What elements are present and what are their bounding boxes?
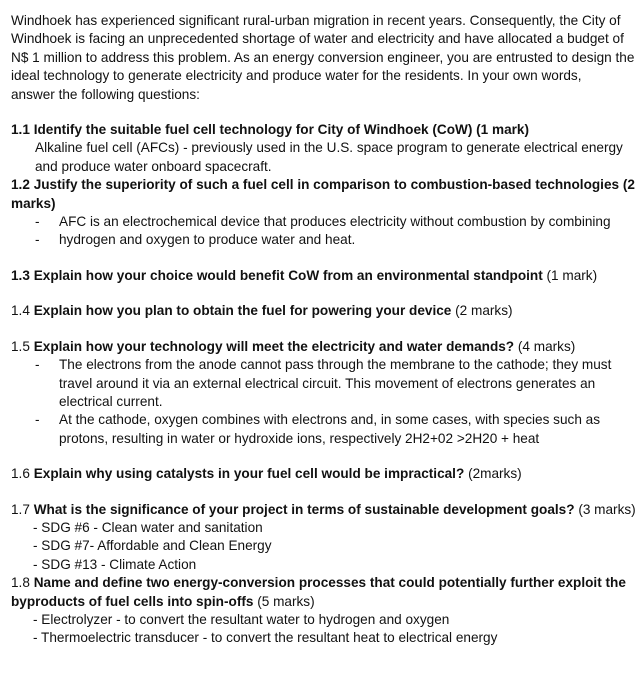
question-1-3 bbox=[11, 267, 637, 285]
question-1-1-text: Identify the suitable fuel cell technology for City of Windhoek (CoW) (1 mark) bbox=[33, 122, 530, 138]
question-1-5 bbox=[11, 338, 637, 356]
document-page bbox=[11, 12, 637, 648]
instruction-line: answer the following questions: bbox=[11, 86, 200, 102]
question-1-7-number: 1.7 bbox=[11, 501, 30, 517]
answer-1-7-item: - SDG #6 - Clean water and sanitation bbox=[33, 519, 263, 535]
question-1-6-marks: (2marks) bbox=[468, 466, 522, 482]
question-1-4 bbox=[11, 302, 637, 320]
answer-1-2-item: - hydrogen and oxygen to produce water and heat. bbox=[35, 232, 356, 248]
question-1-1-number: 1.1 bbox=[11, 122, 30, 138]
question-1-7-text: What is the significance of your project in terms of sustainable development goals? bbox=[33, 501, 575, 517]
question-1-4-number: 1.4 bbox=[11, 303, 30, 319]
answer-1-2-item: - AFC is an electrochemical device that produces electricity without combustion by combining bbox=[35, 214, 611, 230]
question-1-6-text: Explain why using catalysts in your fuel cell would be impractical? bbox=[33, 466, 465, 482]
question-1-6 bbox=[11, 465, 637, 483]
intro-paragraph: Windhoek has experienced significant rural-urban migration in recent years. Consequently, the City of Windhoek is facing an unprecedented shortage of water and electricity and have allocated a budget of N$ 1 million to address this problem. As an energy conversion engineer, you are entrusted to design the ideal technology to generate electricity and produce water for the residents. In your own words, bbox=[11, 13, 635, 84]
question-1-2-text: Justify the superiority of such a fuel cell in comparison to combustion-based technologies (2 marks) bbox=[11, 177, 635, 211]
question-1-8 bbox=[11, 574, 637, 611]
question-1-3-marks: (1 mark) bbox=[546, 267, 598, 283]
question-1-5-text: Explain how your technology will meet the electricity and water demands? bbox=[33, 338, 515, 354]
answer-1-7-item: - SDG #13 - Climate Action bbox=[33, 556, 197, 572]
question-1-2-number: 1.2 bbox=[11, 177, 30, 193]
answer-1-5-item: - At the cathode, oxygen combines with electrons and, in some cases, with species such as protons, resulting in water or hydroxide ions, respectively 2H2+02 >2H20 + heat bbox=[35, 412, 601, 446]
question-1-2 bbox=[11, 176, 637, 213]
question-1-8-text: Name and define two energy-conversion processes that could potentially further exploit the byproducts of fuel cells into spin-offs bbox=[11, 575, 626, 609]
question-1-1 bbox=[11, 121, 637, 139]
question-1-7-marks: (3 marks) bbox=[578, 501, 636, 517]
question-1-3-text: Explain how your choice would benefit CoW from an environmental standpoint bbox=[33, 267, 543, 283]
question-1-4-marks: (2 marks) bbox=[455, 303, 513, 319]
answer-1-5-item: - The electrons from the anode cannot pass through the membrane to the cathode; they must travel around it via an external electrical circuit. This movement of electrons generates an electrical current. bbox=[35, 357, 612, 409]
answer-1-8-item: - Thermoelectric transducer - to convert the resultant heat to electrical energy bbox=[33, 630, 498, 646]
question-1-5-marks: (4 marks) bbox=[517, 338, 576, 354]
question-1-5-number: 1.5 bbox=[11, 338, 30, 354]
question-1-6-number: 1.6 bbox=[11, 466, 30, 482]
question-1-3-number: 1.3 bbox=[11, 267, 30, 283]
answer-1-7-item: - SDG #7- Affordable and Clean Energy bbox=[33, 538, 272, 554]
answer-1-1: Alkaline fuel cell (AFCs) - previously used in the U.S. space program to generate electrical energy and produce water onboard spacecraft. bbox=[35, 140, 623, 174]
question-1-8-number: 1.8 bbox=[11, 575, 30, 591]
answer-1-8-item: - Electrolyzer - to convert the resultant water to hydrogen and oxygen bbox=[33, 611, 450, 627]
question-1-7 bbox=[11, 501, 637, 519]
question-1-4-text: Explain how you plan to obtain the fuel for powering your device bbox=[33, 303, 452, 319]
question-1-8-marks: (5 marks) bbox=[257, 593, 315, 609]
